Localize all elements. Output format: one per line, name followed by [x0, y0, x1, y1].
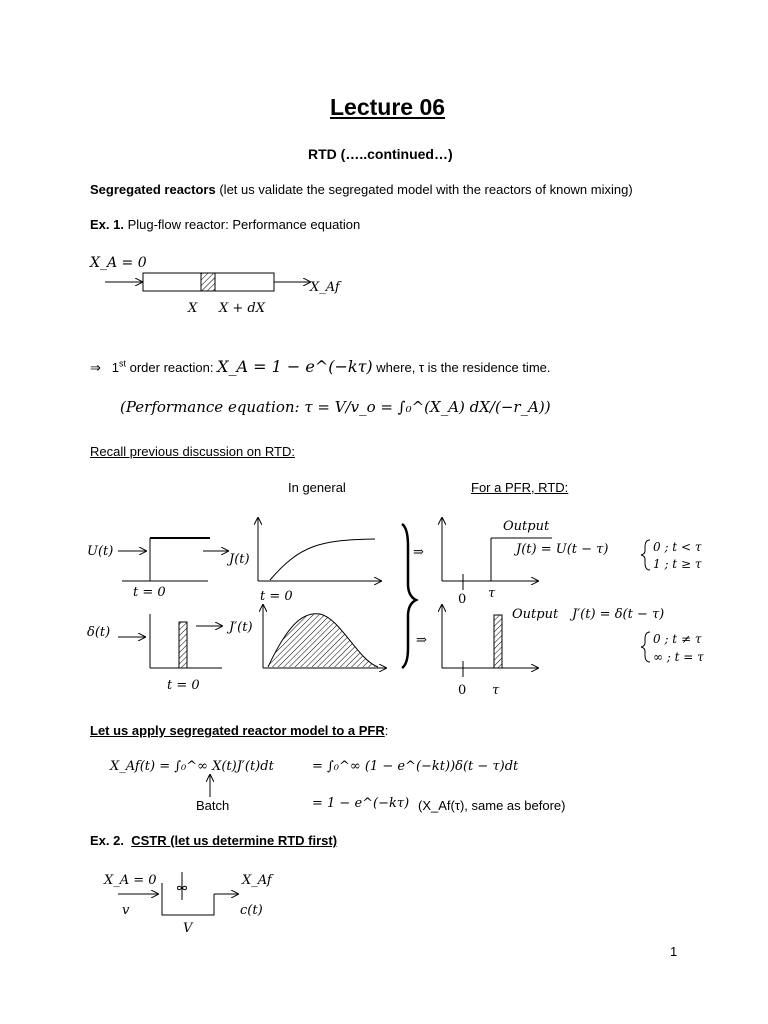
t0-label-b: t = 0: [260, 589, 293, 604]
zero-label-1: 0: [458, 592, 467, 607]
ex2-label: Ex. 2.: [90, 833, 124, 848]
order-number: 1: [111, 360, 119, 375]
case-2a: 0 ; t ≠ τ: [653, 632, 702, 646]
cstr-xaf: X_Af: [242, 873, 272, 888]
subtitle: RTD (…..continued…): [308, 146, 453, 162]
ex2-text: CSTR (let us determine RTD first): [131, 833, 338, 848]
implies-1: ⇒: [413, 545, 424, 560]
page-number: 1: [670, 944, 678, 959]
implies-arrow: ⇒: [90, 360, 101, 375]
cstr-volume: V: [183, 921, 193, 936]
xaf-equation-3: = 1 − e^(−kτ): [312, 796, 410, 811]
step-input-label: U(t): [87, 544, 114, 559]
same-note: (X_Af(τ), same as before): [418, 798, 566, 813]
xaf-equation-2: = ∫₀^∞ (1 − e^(−kt))δ(t − τ)dt: [312, 759, 519, 774]
in-general-label: In general: [288, 480, 346, 495]
segregated-bold: Segregated reactors: [90, 182, 216, 197]
pfr-step-equation: J(t) = U(t − τ): [516, 542, 609, 557]
step-input-plot: [118, 538, 228, 581]
implies-2: ⇒: [416, 633, 427, 648]
tau-label-1: τ: [488, 586, 496, 601]
case-1b: 1 ; t ≥ τ: [653, 557, 702, 571]
page-title: Lecture 06: [330, 94, 446, 120]
pulse-response-label: J′(t): [229, 620, 253, 635]
residence-note: where, τ is the residence time.: [376, 360, 551, 375]
xaf-equation-1: X_Af(t) = ∫₀^∞ X(t)J′(t)dt: [110, 759, 274, 774]
pulse-input-label: δ(t): [87, 625, 111, 640]
batch-label: Batch: [196, 798, 230, 813]
apply-text: Let us apply segregated reactor model to a PFR: [90, 723, 385, 738]
ex1-xa0: X_A = 0: [90, 255, 147, 271]
pfr-pulse-equation: J′(t) = δ(t − τ): [572, 607, 665, 622]
recall-heading: Recall previous discussion on RTD:: [90, 444, 295, 459]
pfr-step-plot: [442, 518, 552, 590]
cstr-diagram: [118, 872, 238, 915]
step-response-plot: [258, 518, 381, 581]
case-brace-1: [641, 540, 650, 570]
ex1-label: Ex. 1.: [90, 217, 124, 232]
case-brace-2: [641, 632, 650, 662]
order-text: order reaction:: [126, 360, 214, 375]
output-label-2: Output: [512, 607, 559, 622]
t0-label-c: t = 0: [167, 678, 200, 693]
apply-colon: :: [384, 723, 389, 738]
cstr-xa0: X_A = 0: [104, 873, 157, 888]
pulse-input-plot: [118, 614, 222, 668]
output-label-1: Output: [503, 519, 550, 534]
tau-label-2: τ: [492, 683, 500, 698]
order-sup: st: [118, 358, 126, 369]
ex1-x-label: X: [188, 301, 198, 316]
brace: [402, 524, 416, 668]
for-pfr-label: For a PFR, RTD:: [471, 480, 569, 495]
ex1-xaf: X_Af: [310, 280, 340, 295]
case-1a: 0 ; t < τ: [653, 540, 702, 554]
pfr-tube-diagram: [105, 273, 310, 291]
ex1-text: Plug-flow reactor: Performance equation: [123, 217, 361, 232]
zero-label-2: 0: [458, 683, 467, 698]
ex1-xdx-label: X + dX: [219, 301, 265, 316]
t0-label-a: t = 0: [133, 585, 166, 600]
pulse-response-plot: [263, 605, 386, 668]
performance-equation: (Performance equation: τ = V/v_o = ∫₀^(X_A) dX/(−r_A)): [120, 398, 551, 416]
segregated-rest: (let us validate the segregated model with the reactors of known mixing): [215, 182, 633, 197]
pfr-pulse-plot: [442, 605, 538, 677]
cstr-ct: c(t): [240, 903, 263, 918]
case-2b: ∞ ; t = τ: [653, 650, 704, 664]
cstr-flow: v: [122, 903, 130, 918]
step-response-label: J(t): [229, 552, 250, 567]
conversion-equation: X_A = 1 − e^(−kτ): [217, 357, 373, 376]
pfr-slice: [201, 273, 215, 291]
